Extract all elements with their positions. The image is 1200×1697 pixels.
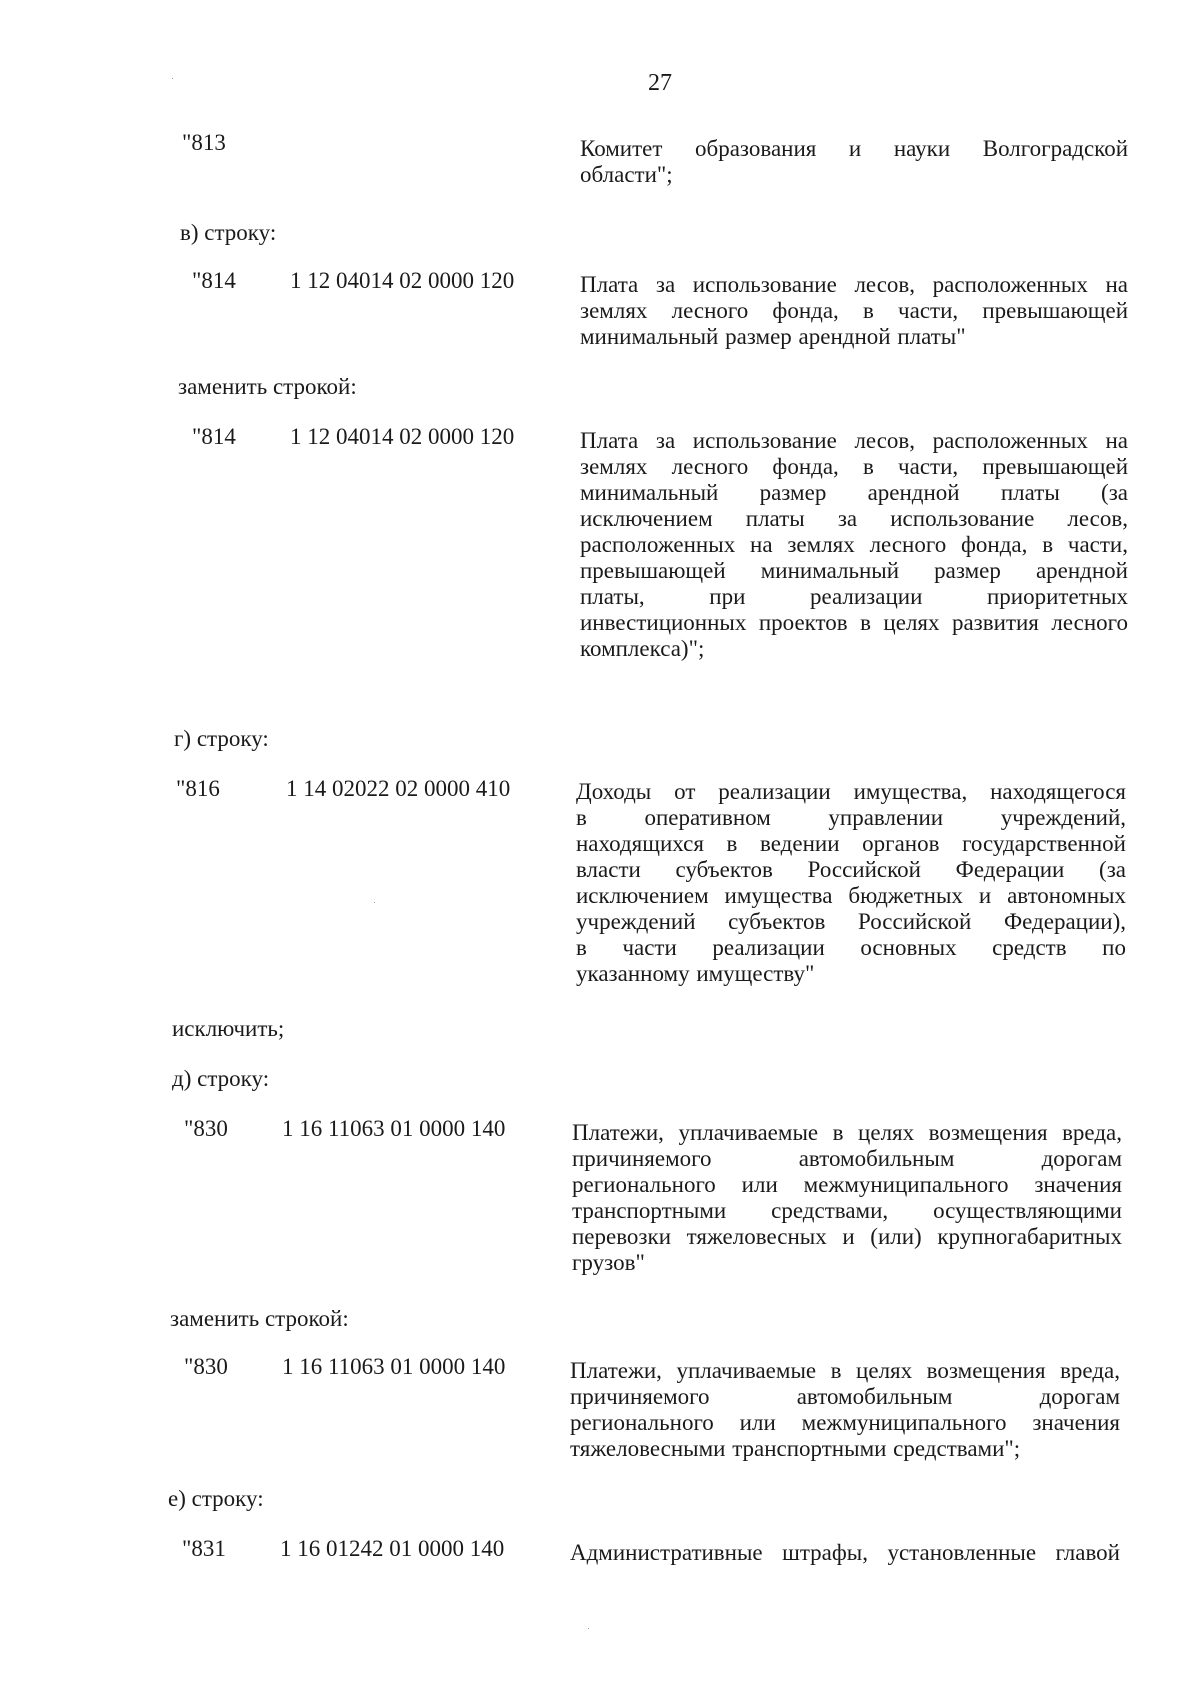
desc-line: Плата за использование лесов, расположенных на (580, 428, 1128, 453)
desc-line: власти субъектов Российской Федерации (за (576, 857, 1126, 882)
instruction-label: заменить строкой: (170, 1306, 349, 1331)
row-831-code: "831 (182, 1536, 226, 1561)
instruction-label: заменить строкой: (178, 374, 357, 399)
row-814-code: "814 (192, 268, 236, 293)
desc-line: платы, при реализации приоритетных (580, 584, 1128, 609)
desc-line: регионального или межмуниципального значения (570, 1410, 1120, 1435)
instruction-label: д) строку: (172, 1066, 270, 1091)
row-814-new-code: "814 (192, 424, 236, 449)
desc-line: указанному имуществу" (576, 961, 815, 986)
page-number: 27 (648, 70, 672, 96)
row-830-code: "830 (184, 1116, 228, 1141)
desc-line: минимальный размер арендной платы" (580, 324, 966, 349)
row-831-kbk: 1 16 01242 01 0000 140 (280, 1536, 505, 1561)
desc-line: Комитет образования и науки Волгоградской (580, 136, 1128, 161)
scan-speck (374, 902, 375, 903)
desc-line: грузов" (572, 1250, 645, 1275)
desc-line: землях лесного фонда, в части, превышающей (580, 298, 1128, 323)
desc-line: области"; (580, 162, 673, 187)
instruction-label: в) строку: (180, 220, 277, 245)
desc-line: превышающей минимальный размер арендной (580, 558, 1128, 583)
desc-line: учреждений субъектов Российской Федерации), (576, 909, 1126, 934)
desc-line: находящихся в ведении органов государственной (576, 831, 1126, 856)
row-816-code: "816 (176, 776, 220, 801)
scan-speck (172, 78, 173, 79)
desc-line: минимальный размер арендной платы (за (580, 480, 1128, 505)
desc-line: перевозки тяжеловесных и (или) крупногабаритных (572, 1224, 1122, 1249)
desc-line: в оперативном управлении учреждений, (576, 805, 1126, 830)
desc-line: исключением платы за использование лесов, (580, 506, 1128, 531)
row-816-kbk: 1 14 02022 02 0000 410 (286, 776, 511, 801)
desc-line: исключением имущества бюджетных и автономных (576, 883, 1126, 908)
row-814-kbk: 1 12 04014 02 0000 120 (290, 268, 515, 293)
row-816-description (576, 779, 1126, 987)
desc-line: причиняемого автомобильным дорогам (572, 1146, 1122, 1171)
desc-line: комплекса)"; (580, 636, 705, 661)
row-830-new-description (570, 1358, 1120, 1462)
scan-speck (588, 1628, 589, 1629)
instruction-label: е) строку: (168, 1486, 264, 1511)
desc-line: расположенных на землях лесного фонда, в части, (580, 532, 1128, 557)
row-830-new-kbk: 1 16 11063 01 0000 140 (282, 1354, 506, 1379)
desc-line: Доходы от реализации имущества, находящегося (576, 779, 1126, 804)
row-830-kbk: 1 16 11063 01 0000 140 (282, 1116, 506, 1141)
row-813-code: "813 (182, 130, 226, 155)
instruction-label: г) строку: (174, 726, 269, 751)
desc-line: в части реализации основных средств по (576, 935, 1126, 960)
instruction-label: исключить; (172, 1016, 285, 1041)
desc-line: Административные штрафы, установленные главой (570, 1540, 1120, 1565)
row-814-new-kbk: 1 12 04014 02 0000 120 (290, 424, 515, 449)
desc-line: регионального или межмуниципального значения (572, 1172, 1122, 1197)
row-814-description (580, 272, 1128, 350)
row-814-new-description (580, 428, 1128, 662)
desc-line: транспортными средствами, осуществляющими (572, 1198, 1122, 1223)
row-831-description (570, 1540, 1120, 1566)
desc-line: Платежи, уплачиваемые в целях возмещения вреда, (570, 1358, 1120, 1383)
row-830-description (572, 1120, 1122, 1276)
desc-line: Платежи, уплачиваемые в целях возмещения вреда, (572, 1120, 1122, 1145)
desc-line: инвестиционных проектов в целях развития лесного (580, 610, 1128, 635)
desc-line: Плата за использование лесов, расположенных на (580, 272, 1128, 297)
row-830-new-code: "830 (184, 1354, 228, 1379)
row-813-description (580, 136, 1128, 188)
desc-line: тяжеловесными транспортными средствами"; (570, 1436, 1021, 1461)
desc-line: землях лесного фонда, в части, превышающей (580, 454, 1128, 479)
desc-line: причиняемого автомобильным дорогам (570, 1384, 1120, 1409)
